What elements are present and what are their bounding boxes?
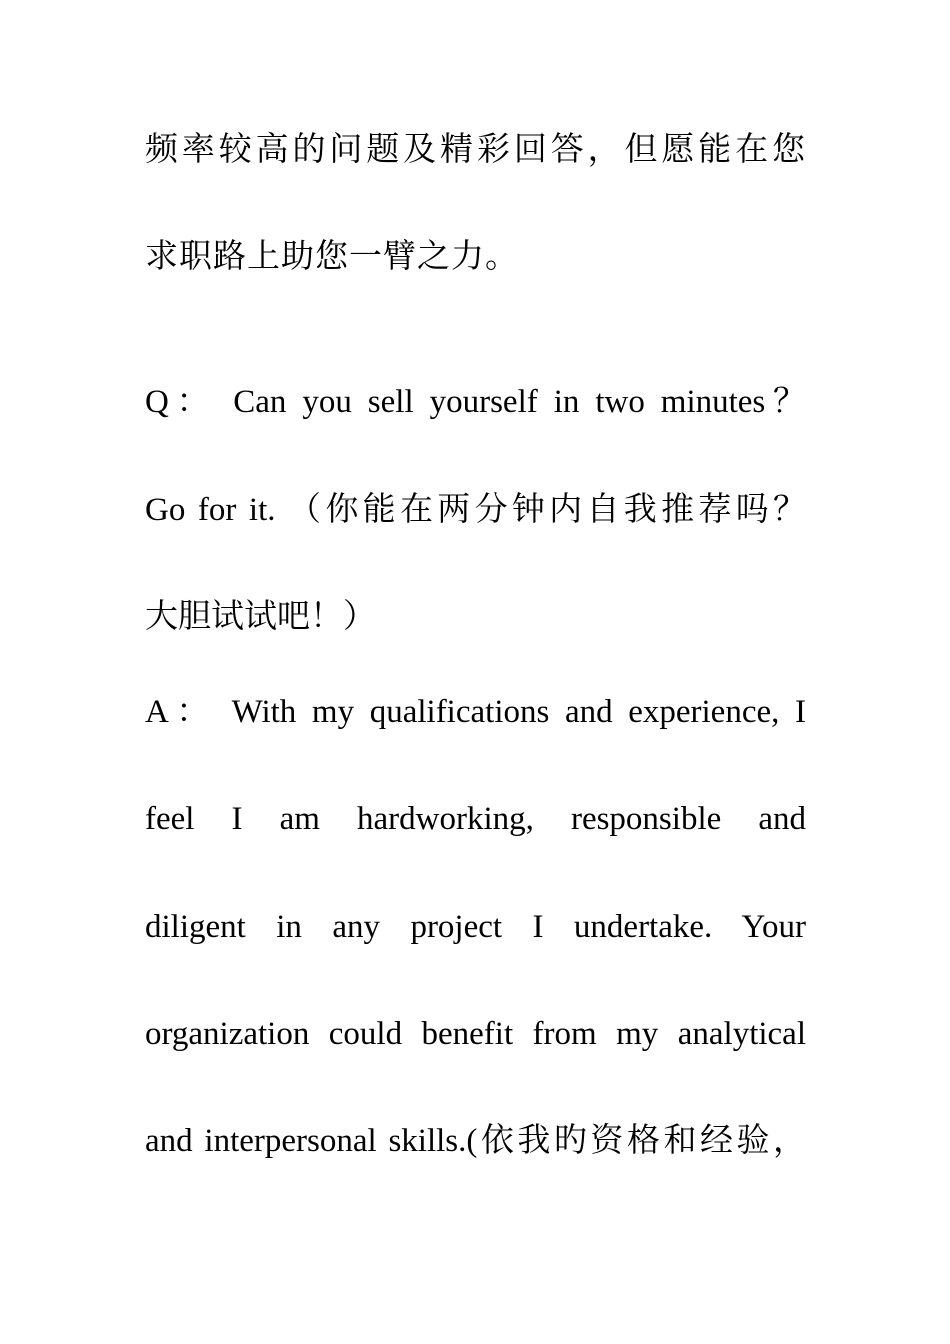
answer-line-3: diligent in any project I undertake. Your: [145, 909, 806, 945]
answer-line-2: feel I am hardworking, responsible and: [145, 801, 806, 837]
answer-line-1: A： With my qualifications and experience, I: [145, 694, 806, 730]
question-line-3: 大胆试试吧！）: [145, 599, 376, 635]
question-line-1: Q： Can you sell yourself in two minutes？: [145, 384, 806, 420]
intro-line-2: 求职路上助您一臂之力。: [145, 239, 519, 275]
answer-line-4: organization could benefit from my analytical: [145, 1016, 806, 1052]
answer-line-5: and interpersonal skills.(依我旳资格和经验，: [145, 1123, 806, 1159]
question-line-2: Go for it. （你能在两分钟内自我推荐吗？: [145, 492, 806, 528]
intro-line-1: 频率较高的问题及精彩回答，但愿能在您: [145, 132, 806, 168]
